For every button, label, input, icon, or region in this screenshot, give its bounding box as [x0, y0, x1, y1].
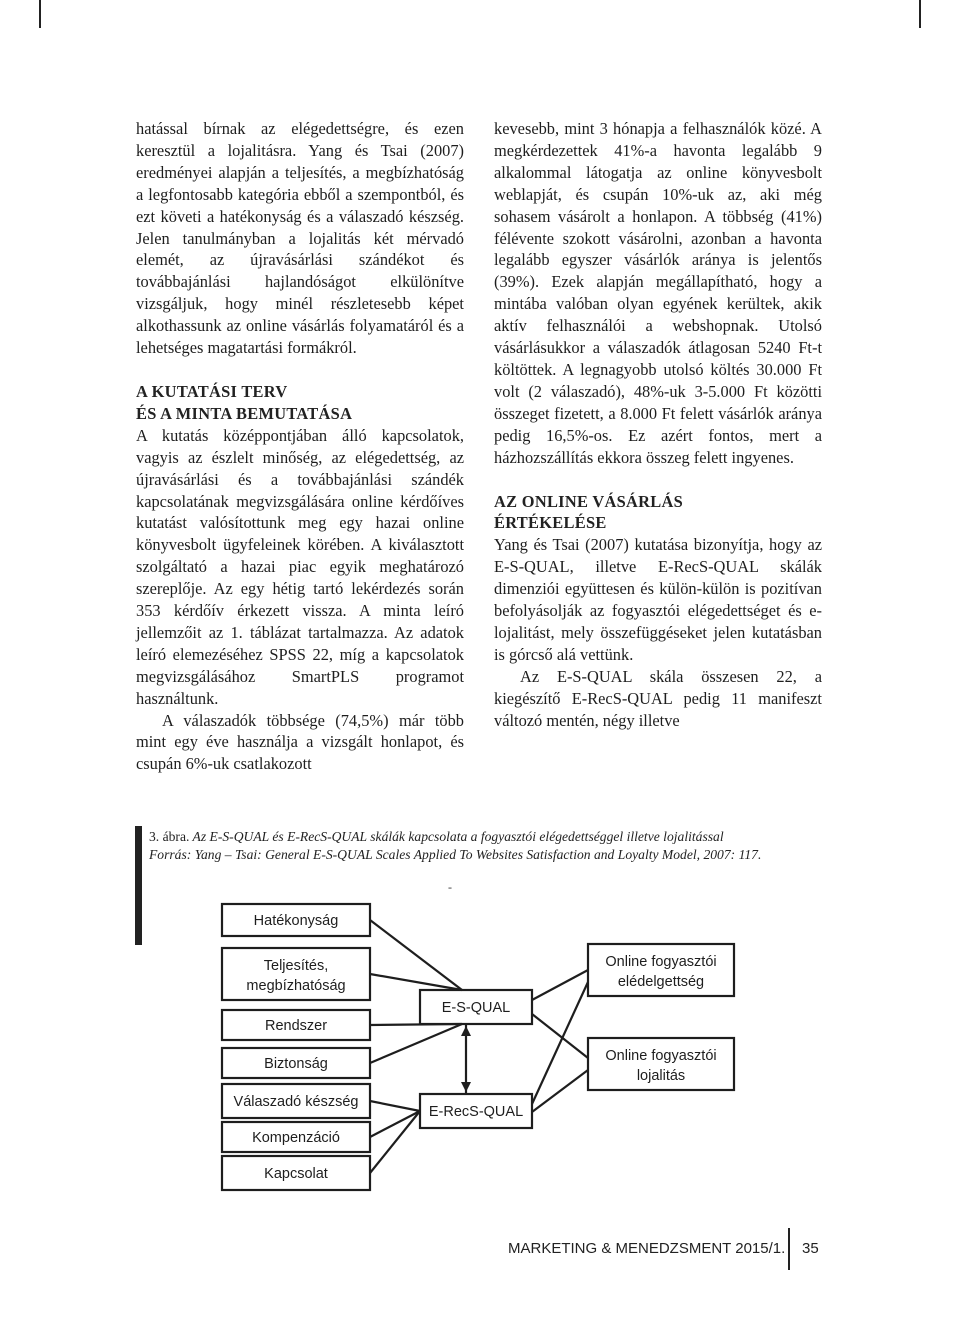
figure-title: Az E-S-QUAL és E-RecS-QUAL skálák kapcsolata a fogyasztói elégedettséggel illetve lojalitással [192, 829, 724, 844]
connector-teljesites-esqual [370, 974, 462, 990]
connector-hatekonysag-esqual [370, 920, 462, 990]
section-heading-research-plan-line-2: ÉS A MINTA BEMUTATÁSA [136, 403, 353, 423]
connector-kompenzacio-erecsqual [370, 1111, 420, 1137]
footer-divider [788, 1228, 790, 1270]
label-teljesites-line-2: megbízhatóság [246, 978, 346, 994]
figure-source: Forrás: Yang – Tsai: General E-S-QUAL Scales Applied To Websites Satisfaction and Loyalty Model, 2007: 117. [149, 846, 762, 862]
right-paragraph-1: kevesebb, mint 3 hónapja a felhasználók közé. A megkérdezettek 41%-a havonta legalább 9 alkalommal látogatja az online könyvesbolt weblapját, és csupán 10%-uk az, aki még sohasem vásárolt a honlapon. A többség (41%) félévente szokott vásárolni, azonban a havonta legalább egyszer vásárlók aránya is jelentős (39%). Ezek alapján megállapítható, hogy a mintába valóban olyan egyének kerültek, akik aktív felhasználói a webshopnak. Utolsó vásárlásukkor a válaszadók átlagosan 5240 Ft-t költöttek. A legnagyobb utolsó költés 30.000 Ft volt (2 válaszadó), 48%-uk 3-5.000 Ft közötti összeget fizetett, a 8.000 Ft felett vásárlók aránya pedig 16,5%-os. Ez azért fontos, mert a házhozszállítás ekkora összeg felett ingyenes. [494, 119, 822, 467]
label-e-recs-qual: E-RecS-QUAL [428, 1104, 524, 1120]
stray-mark: - [448, 880, 452, 894]
label-teljesites-line-1: Teljesítés, [263, 958, 329, 974]
arrowhead-down [461, 1082, 471, 1092]
label-rendszer: Rendszer [264, 1018, 328, 1034]
figure-number: 3. ábra. [149, 829, 190, 844]
page-number: 35 [802, 1240, 819, 1257]
section-heading-evaluation-line-1: AZ ONLINE VÁSÁRLÁS [494, 491, 684, 511]
label-e-s-qual: E-S-QUAL [441, 1000, 511, 1016]
label-valaszado-keszseg: Válaszadó készség [233, 1094, 359, 1110]
arrowhead-up [461, 1026, 471, 1036]
connector-kapcsolat-erecsqual [370, 1111, 420, 1173]
label-kompenzacio: Kompenzáció [252, 1130, 340, 1146]
label-loyalty-line-2: lojalitás [636, 1068, 686, 1084]
label-loyalty-line-1: Online fogyasztói [605, 1048, 717, 1064]
connector-erecsqual-loyalty [532, 1070, 588, 1112]
label-satisfaction-line-1: Online fogyasztói [605, 954, 717, 970]
section-heading-research-plan-line-1: A KUTATÁSI TERV [136, 381, 288, 401]
label-biztonsag: Biztonság [264, 1056, 328, 1072]
label-satisfaction-line-2: elédelgettség [617, 974, 705, 990]
connector-erecsqual-satisfaction [532, 982, 588, 1104]
label-kapcsolat: Kapcsolat [264, 1166, 328, 1182]
journal-footer: MARKETING & MENEDZSMENT 2015/1. [508, 1240, 786, 1257]
left-paragraph-3: A válaszadók többsége (74,5%) már több mint egy éve használja a vizsgált honlapot, és csupán 6%-uk csatlakozott [136, 710, 464, 774]
connector-esqual-loyalty [532, 1014, 588, 1058]
section-heading-evaluation-line-2: ÉRTÉKELÉSE [494, 513, 607, 533]
connector-rendszer-esqual [370, 1024, 462, 1025]
connector-biztonsag-esqual [370, 1024, 462, 1063]
right-paragraph-3: Az E-S-QUAL skála összesen 22, a kiegészítő E-RecS-QUAL pedig 11 manifeszt változó mentén, négy illetve [494, 666, 822, 730]
connector-esqual-satisfaction [532, 970, 588, 1000]
left-paragraph-2: A kutatás középpontjában álló kapcsolatok, vagyis az észlelt minőség, az elégedettség, az újravásárlási és a továbbajánlási szándék kapcsolatának megvizsgálására online kérdőíves kutatást valósítottunk meg egy hazai online könyvesbolt ügyfeleinek körében. A kiválasztott szolgáltató a hazai piac egyik meghatározó szereplője. Az egy hétig tartó lekérdezés során 353 kérdőív érkezett vissza. A minta leíró jellemzőit az 1. táblázat tartalmazza. Az adatok leíró elemezéséhez SPSS 22, míg a kapcsolatok megvizsgálásához SmartPLS programot használtunk. [136, 425, 464, 708]
label-hatekonysag: Hatékonyság [253, 913, 339, 929]
connector-valaszado-erecsqual [370, 1101, 420, 1111]
left-paragraph-1: hatással bírnak az elégedettségre, és ezen keresztül a lojalitásra. Yang és Tsai (2007) eredményei alapján a teljesítés, a megbízhatóság a legfontosabb kategória ebből a szempontból, és ezt követi a hatékonyság és a válaszadó készség. Jelen tanulmányban a lojalitás két mérvadó elemét, az újravásárlási szándékot és továbbajánlási hajlandóságot elkülönítve vizsgáljuk, hogy minél részletesebb képet alkothassunk az online vásárlás folyamatáról és a lehetséges magatartási formákról. [136, 119, 464, 358]
right-paragraph-2: Yang és Tsai (2007) kutatása bizonyítja, hogy az E-S-QUAL, illetve E-RecS-QUAL skálák dimenziói együttesen és külön-külön is pozitívan befolyásolják az fogyasztói elégedettséget és e-lojalitást, mely összefüggéseket jelen kutatásban is górcső alá vettünk. [494, 535, 822, 664]
